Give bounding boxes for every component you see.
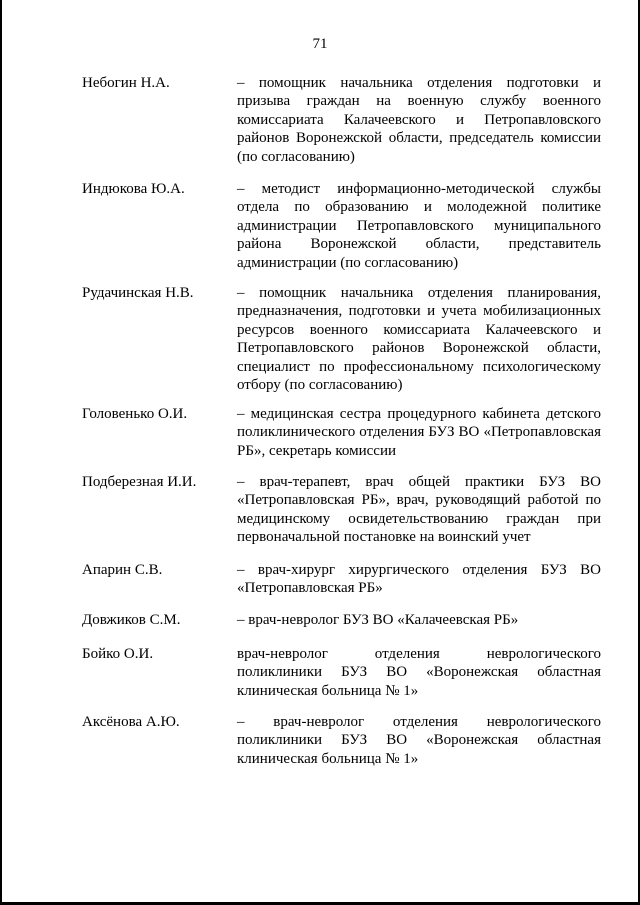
member-role: врач-невролог отделения неврологического поликлиники БУЗ ВО «Воронежская областная клиническая больница № 1»	[237, 646, 601, 699]
page-number: 71	[312, 36, 328, 52]
member-name: Небогин Н.А.	[82, 75, 170, 91]
member-name: Довжиков С.М.	[82, 612, 181, 628]
member-name: Подберезная И.И.	[82, 474, 197, 490]
member-name: Индюкова Ю.А.	[82, 181, 185, 197]
member-role: – методист информационно-методической службы отдела по образованию и молодежной политике администрации Петропавловского муниципального района Воронежской области, представитель администрации (по согласованию)	[237, 181, 601, 271]
member-role: – врач-невролог БУЗ ВО «Калачеевская РБ»	[237, 612, 519, 628]
member-name: Апарин С.В.	[82, 562, 163, 578]
member-name: Рудачинская Н.В.	[82, 285, 194, 301]
member-role: – врач-невролог отделения неврологического поликлиники БУЗ ВО «Воронежская областная клиническая больница № 1»	[237, 714, 601, 767]
member-role: – помощник начальника отделения подготовки и призыва граждан на военную службу военного комиссариата Калачеевского и Петропавловского районов Воронежской области, председатель комиссии (по согласованию)	[237, 75, 601, 165]
member-role: – врач-хирург хирургического отделения БУЗ ВО «Петропавловская РБ»	[237, 562, 601, 597]
member-name: Бойко О.И.	[82, 646, 154, 662]
member-role: – медицинская сестра процедурного кабинета детского поликлинического отделения БУЗ ВО «Петропавловская РБ», секретарь комиссии	[237, 406, 601, 459]
member-name: Аксёнова А.Ю.	[82, 714, 180, 730]
member-role: – помощник начальника отделения планирования, предназначения, подготовки и учета мобилизационных ресурсов военного комиссариата Калачеевского и Петропавловского районов Воронежской области, специалист по профессиональному психологическому отбору (по согласованию)	[237, 285, 601, 394]
scan-border-left	[0, 0, 2, 905]
member-name: Головенько О.И.	[82, 406, 188, 422]
member-role: – врач-терапевт, врач общей практики БУЗ ВО «Петропавловская РБ», врач, руководящий работой по медицинскому освидетельствованию граждан при первоначальной постановке на воинский учет	[237, 474, 601, 546]
